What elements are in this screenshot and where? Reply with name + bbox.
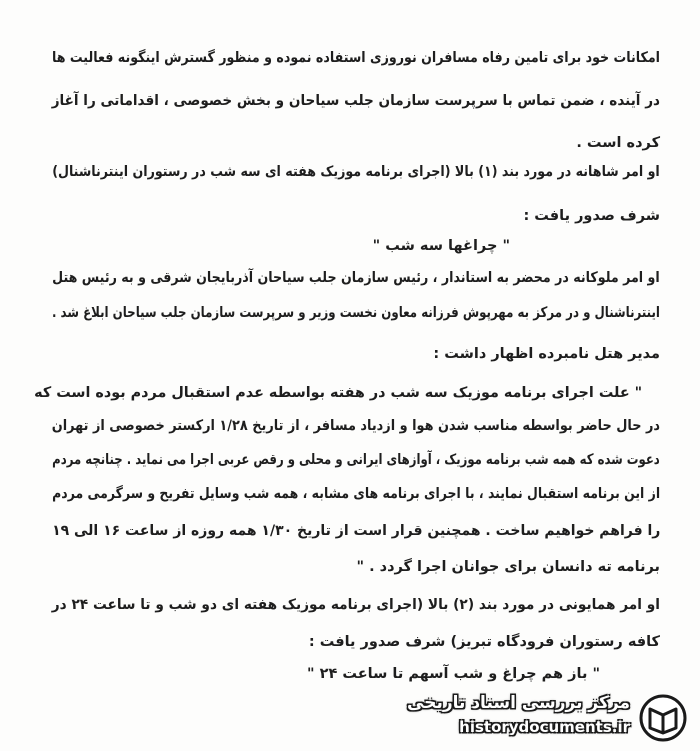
doc-line: کرده است .: [576, 135, 660, 151]
doc-line: " علت اجرای برنامه موزیک سه شب در هفته بواسطه عدم استقبال مردم بوده است که: [33, 385, 642, 401]
doc-line: شرف صدور یافت :: [523, 208, 660, 224]
watermark-title: مرکز بررسی اسناد تاریخی: [407, 693, 630, 713]
book-emblem-icon: [638, 693, 688, 743]
doc-line: در آینده ، ضمن تماس با سرپرست سازمان جلب سیاحان و بخش خصوصی ، اقداماتی را آغاز: [51, 93, 660, 109]
archive-watermark: [406, 691, 692, 745]
doc-line: " چراغها سه شب ": [372, 238, 510, 254]
doc-line: از این برنامه استقبال نمایند ، با اجرای برنامه های مشابه ، همه شب وسایل تفریح و سرگرمی مردم: [52, 486, 660, 502]
doc-line: کافه رستوران فرودگاه تبریز) شرف صدور یافت :: [308, 634, 660, 650]
doc-line: او امر ملوکانه در محضر به استاندار ، رئیس سازمان جلب سیاحان آذربایجان شرقی و به رئیس هتل: [52, 270, 660, 286]
doc-line: مدیر هتل نامبرده اظهار داشت :: [433, 346, 660, 362]
doc-line: در حال حاضر بواسطه مناسب شدن هوا و ازدیاد مسافر ، از تاریخ ۱/۲۸ ارکستر خصوصی از تهران: [51, 418, 661, 434]
doc-line: اینترناشنال و در مرکز به مهرپوش فرزانه معاون نخست وزیر و سرپرست سازمان جلب سیاحان ابلاغ شد .: [51, 305, 660, 321]
doc-line: " باز هم چراغ و شب آسهم تا ساعت ۲۴ ": [307, 666, 600, 682]
doc-line: او امر شاهانه در مورد بند (۱) بالا (اجرای برنامه موزیک هفته ای سه شب در رستوران اینترناشنال): [52, 164, 660, 180]
watermark-url: historydocuments.ir: [459, 718, 630, 736]
doc-line: برنامه ته دانسان برای جوانان اجرا گردد . ": [356, 559, 660, 575]
doc-line: دعوت شده که همه شب برنامه موزیک ، آوازهای ایرانی و محلی و رقص عربی اجرا می نماید . چنانچه مردم: [52, 452, 660, 468]
doc-line: را فراهم خواهیم ساخت . همچنین قرار است از تاریخ ۱/۳۰ همه روزه از ساعت ۱۶ الی ۱۹: [51, 523, 660, 539]
doc-line: امکانات خود برای تامین رفاه مسافران نوروزی استفاده نموده و منظور گسترش اینگونه فعالیت ها: [51, 50, 660, 66]
doc-line: او امر همایونی در مورد بند (۲) بالا (اجرای برنامه موزیک هفته ای دو شب و تا ساعت ۲۴ در: [51, 597, 660, 613]
